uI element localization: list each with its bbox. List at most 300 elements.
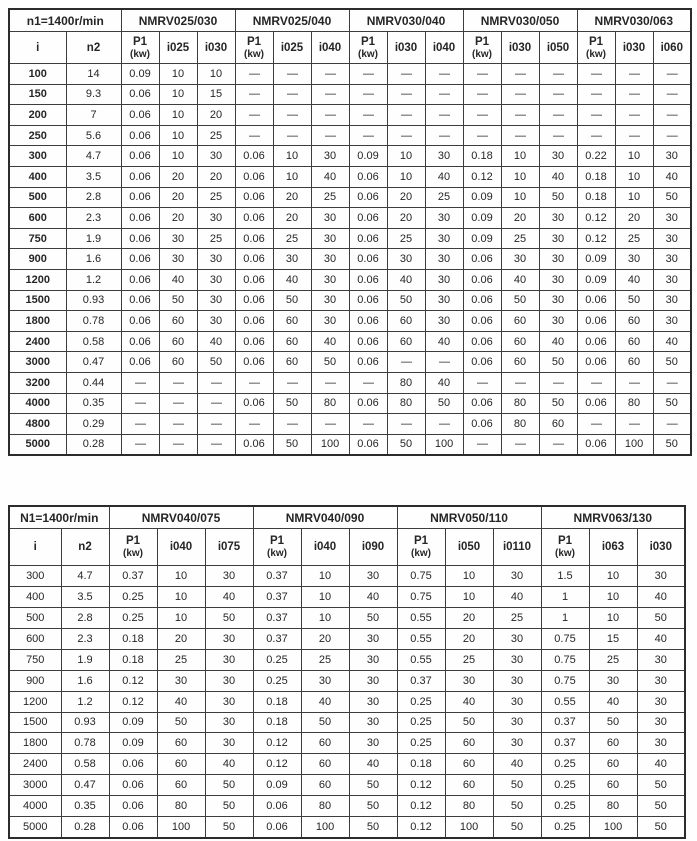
ratio-value-cell: 25: [301, 649, 349, 670]
ratio-column-header: i030: [197, 32, 235, 64]
ratio-value-cell: 30: [493, 712, 541, 733]
ratio-value-cell: 20: [615, 208, 653, 229]
p1-unit-label: (kw): [123, 548, 144, 560]
p1-unit-label: (kw): [244, 48, 265, 60]
p1-value-cell: 0.06: [235, 146, 273, 167]
ratio-value-cell: 50: [205, 816, 253, 837]
n2-value-cell: 1.6: [66, 249, 121, 270]
p1-label: P1: [413, 535, 429, 548]
p1-unit-label: (kw): [130, 48, 151, 60]
n2-value-cell: 0.78: [66, 311, 121, 332]
ratio-value-cell: 30: [653, 228, 691, 249]
ratio-value-cell: 10: [589, 587, 637, 608]
p1-value-cell: 0.06: [463, 269, 501, 290]
n2-value-cell: 0.93: [61, 712, 109, 733]
ratio-value-cell: 50: [425, 393, 463, 414]
empty-cell: —: [387, 352, 425, 373]
empty-cell: —: [653, 125, 691, 146]
p1-value-cell: 0.22: [577, 146, 615, 167]
n2-value-cell: 2.3: [66, 208, 121, 229]
n2-value-cell: 4.7: [61, 566, 109, 587]
empty-cell: —: [349, 125, 387, 146]
n2-value-cell: 1.6: [61, 670, 109, 691]
p1-value-cell: 0.06: [349, 290, 387, 311]
p1-label: P1: [246, 35, 262, 48]
p1-value-cell: 0.06: [121, 146, 159, 167]
ratio-column-header: i030: [615, 32, 653, 64]
p1-value-cell: 0.12: [253, 754, 301, 775]
ratio-value-cell: 50: [539, 393, 577, 414]
ratio-value-cell: 30: [301, 670, 349, 691]
empty-cell: —: [425, 352, 463, 373]
ratio-value-cell: 30: [273, 249, 311, 270]
p1-column-header: [121, 32, 159, 64]
ratio-value-cell: 30: [493, 566, 541, 587]
ratio-value-cell: 40: [589, 691, 637, 712]
empty-cell: —: [197, 372, 235, 393]
ratio-value-cell: 10: [159, 64, 197, 85]
i-value-cell: 200: [9, 105, 66, 126]
ratio-value-cell: 40: [425, 331, 463, 352]
p1-value-cell: 0.55: [397, 608, 445, 629]
ratio-value-cell: 40: [445, 691, 493, 712]
ratio-value-cell: 30: [349, 712, 397, 733]
ratio-value-cell: 100: [445, 816, 493, 837]
p1-value-cell: 0.06: [349, 434, 387, 455]
ratio-value-cell: 60: [387, 311, 425, 332]
ratio-value-cell: 25: [615, 228, 653, 249]
p1-value-cell: 0.37: [397, 670, 445, 691]
empty-cell: —: [311, 414, 349, 435]
ratio-value-cell: 60: [615, 311, 653, 332]
ratio-value-cell: 50: [493, 816, 541, 837]
ratio-value-cell: 50: [301, 712, 349, 733]
table-row: [9, 208, 691, 229]
p1-value-cell: 0.25: [541, 775, 589, 796]
ratio-value-cell: 100: [311, 434, 349, 455]
table-row: [9, 649, 685, 670]
ratio-value-cell: 80: [387, 393, 425, 414]
ratio-value-cell: 60: [159, 352, 197, 373]
empty-cell: —: [273, 414, 311, 435]
empty-cell: —: [235, 84, 273, 105]
ratio-value-cell: 50: [493, 796, 541, 817]
ratio-value-cell: 25: [197, 228, 235, 249]
ratio-value-cell: 20: [445, 628, 493, 649]
p1-value-cell: 0.37: [253, 628, 301, 649]
ratio-value-cell: 30: [349, 691, 397, 712]
ratio-value-cell: 25: [589, 649, 637, 670]
ratio-value-cell: 20: [159, 208, 197, 229]
empty-cell: —: [653, 372, 691, 393]
empty-cell: —: [615, 125, 653, 146]
ratio-value-cell: 25: [387, 228, 425, 249]
ratio-value-cell: 25: [425, 187, 463, 208]
empty-cell: —: [311, 64, 349, 85]
p1-value-cell: 0.06: [235, 352, 273, 373]
ratio-value-cell: 60: [159, 311, 197, 332]
model-group-header: NMRV063/130: [541, 506, 685, 529]
empty-cell: —: [463, 84, 501, 105]
ratio-value-cell: 30: [205, 733, 253, 754]
i-value-cell: 900: [9, 670, 61, 691]
p1-value-cell: 0.09: [121, 64, 159, 85]
ratio-value-cell: 50: [445, 712, 493, 733]
ratio-value-cell: 30: [637, 566, 685, 587]
table-row: [9, 754, 685, 775]
ratio-value-cell: 30: [311, 269, 349, 290]
empty-cell: —: [159, 393, 197, 414]
p1-value-cell: 0.06: [121, 187, 159, 208]
p1-label: P1: [269, 535, 285, 548]
empty-cell: —: [349, 64, 387, 85]
empty-cell: —: [463, 105, 501, 126]
ratio-value-cell: 30: [311, 146, 349, 167]
ratio-value-cell: 80: [311, 393, 349, 414]
ratio-value-cell: 20: [159, 166, 197, 187]
p1-label: P1: [360, 35, 376, 48]
table-row: [9, 290, 691, 311]
p1-value-cell: 1.5: [541, 566, 589, 587]
p1-value-cell: 0.06: [463, 331, 501, 352]
p1-value-cell: 0.06: [121, 125, 159, 146]
ratio-value-cell: 80: [501, 414, 539, 435]
n2-value-cell: 0.93: [66, 290, 121, 311]
ratio-value-cell: 10: [197, 64, 235, 85]
p1-value-cell: 0.18: [253, 691, 301, 712]
i-value-cell: 3000: [9, 775, 61, 796]
n2-value-cell: 0.58: [61, 754, 109, 775]
p1-value-cell: 0.06: [349, 187, 387, 208]
p1-value-cell: 0.09: [253, 775, 301, 796]
ratio-value-cell: 30: [445, 670, 493, 691]
table-row: [9, 691, 685, 712]
p1-column-header: [577, 32, 615, 64]
ratio-value-cell: 20: [273, 187, 311, 208]
ratio-value-cell: 30: [197, 311, 235, 332]
empty-cell: —: [121, 434, 159, 455]
p1-value-cell: 0.75: [541, 670, 589, 691]
empty-cell: —: [311, 125, 349, 146]
ratio-value-cell: 30: [205, 691, 253, 712]
n2-value-cell: 3.5: [66, 166, 121, 187]
ratio-value-cell: 10: [589, 566, 637, 587]
empty-cell: —: [577, 414, 615, 435]
ratio-value-cell: 15: [197, 84, 235, 105]
table-row: [9, 166, 691, 187]
ratio-value-cell: 30: [653, 290, 691, 311]
n2-value-cell: 0.28: [61, 816, 109, 837]
p1-value-cell: 0.06: [121, 249, 159, 270]
ratio-value-cell: 30: [197, 208, 235, 229]
i-column-header: i: [9, 529, 61, 566]
empty-cell: —: [577, 125, 615, 146]
ratio-value-cell: 60: [615, 352, 653, 373]
p1-value-cell: 0.06: [109, 816, 157, 837]
i-value-cell: 250: [9, 125, 66, 146]
ratio-value-cell: 30: [349, 628, 397, 649]
table-row: [9, 670, 685, 691]
i-value-cell: 150: [9, 84, 66, 105]
ratio-column-header: i030: [387, 32, 425, 64]
p1-unit-label: (kw): [267, 548, 288, 560]
p1-value-cell: 0.09: [463, 228, 501, 249]
ratio-column-header: i090: [349, 529, 397, 566]
i-value-cell: 750: [9, 649, 61, 670]
empty-cell: —: [349, 414, 387, 435]
p1-value-cell: 0.06: [463, 249, 501, 270]
ratio-value-cell: 80: [157, 796, 205, 817]
ratio-value-cell: 10: [445, 566, 493, 587]
ratio-value-cell: 40: [205, 587, 253, 608]
ratio-value-cell: 10: [589, 608, 637, 629]
ratio-value-cell: 20: [501, 208, 539, 229]
ratio-value-cell: 40: [273, 269, 311, 290]
ratio-value-cell: 10: [159, 146, 197, 167]
ratio-value-cell: 30: [539, 311, 577, 332]
n2-value-cell: 0.47: [66, 352, 121, 373]
i-value-cell: 1200: [9, 691, 61, 712]
ratio-value-cell: 100: [615, 434, 653, 455]
ratio-value-cell: 30: [157, 670, 205, 691]
empty-cell: —: [425, 105, 463, 126]
empty-cell: —: [159, 372, 197, 393]
ratio-value-cell: 10: [159, 84, 197, 105]
ratio-value-cell: 30: [425, 146, 463, 167]
n2-value-cell: 1.9: [66, 228, 121, 249]
p1-value-cell: 0.06: [235, 228, 273, 249]
ratio-value-cell: 80: [387, 372, 425, 393]
p1-value-cell: 0.06: [349, 166, 387, 187]
ratio-value-cell: 30: [387, 249, 425, 270]
empty-cell: —: [653, 84, 691, 105]
ratio-value-cell: 10: [301, 566, 349, 587]
p1-value-cell: 0.06: [349, 208, 387, 229]
i-value-cell: 4000: [9, 796, 61, 817]
table-row: [9, 187, 691, 208]
ratio-value-cell: 60: [273, 352, 311, 373]
i-value-cell: 400: [9, 587, 61, 608]
p1-value-cell: 0.06: [349, 249, 387, 270]
ratio-value-cell: 30: [311, 228, 349, 249]
model-group-header: NMRV025/030: [121, 9, 235, 32]
ratio-value-cell: 60: [501, 331, 539, 352]
p1-column-header: [541, 529, 589, 566]
p1-value-cell: 0.06: [349, 393, 387, 414]
p1-value-cell: 0.06: [463, 290, 501, 311]
n2-value-cell: 1.9: [61, 649, 109, 670]
p1-value-cell: 0.37: [541, 712, 589, 733]
ratio-value-cell: 60: [273, 331, 311, 352]
p1-value-cell: 0.25: [253, 670, 301, 691]
p1-unit-label: (kw): [411, 548, 432, 560]
ratio-value-cell: 30: [637, 649, 685, 670]
ratio-value-cell: 30: [311, 290, 349, 311]
table-row: [9, 566, 685, 587]
empty-cell: —: [463, 125, 501, 146]
table-row: [9, 414, 691, 435]
empty-cell: —: [311, 84, 349, 105]
i-value-cell: 5000: [9, 816, 61, 837]
empty-cell: —: [273, 64, 311, 85]
p1-value-cell: 0.18: [253, 712, 301, 733]
ratio-value-cell: 50: [539, 187, 577, 208]
p1-value-cell: 0.06: [235, 393, 273, 414]
empty-cell: —: [463, 64, 501, 85]
ratio-value-cell: 40: [311, 331, 349, 352]
ratio-value-cell: 10: [615, 187, 653, 208]
p1-value-cell: 1: [541, 587, 589, 608]
ratio-value-cell: 30: [205, 670, 253, 691]
ratio-value-cell: 60: [445, 754, 493, 775]
p1-value-cell: 0.09: [463, 187, 501, 208]
p1-value-cell: 0.12: [577, 228, 615, 249]
p1-value-cell: 0.06: [235, 208, 273, 229]
ratio-value-cell: 50: [637, 775, 685, 796]
p1-value-cell: 0.06: [577, 434, 615, 455]
ratio-value-cell: 30: [197, 269, 235, 290]
ratio-value-cell: 30: [539, 249, 577, 270]
ratio-value-cell: 50: [615, 290, 653, 311]
p1-value-cell: 0.75: [397, 566, 445, 587]
empty-cell: —: [501, 64, 539, 85]
i-value-cell: 1500: [9, 712, 61, 733]
i-value-cell: 3200: [9, 372, 66, 393]
empty-cell: —: [425, 414, 463, 435]
table-row: [9, 712, 685, 733]
p1-unit-label: (kw): [358, 48, 379, 60]
p1-value-cell: 0.06: [577, 311, 615, 332]
p1-value-cell: 0.06: [121, 269, 159, 290]
ratio-value-cell: 60: [589, 754, 637, 775]
ratio-value-cell: 40: [349, 587, 397, 608]
ratio-column-header: i025: [273, 32, 311, 64]
p1-value-cell: 0.55: [397, 649, 445, 670]
ratio-value-cell: 60: [501, 311, 539, 332]
i-value-cell: 750: [9, 228, 66, 249]
ratio-value-cell: 30: [493, 691, 541, 712]
table-row: [9, 64, 691, 85]
n2-value-cell: 0.58: [66, 331, 121, 352]
ratio-value-cell: 20: [197, 105, 235, 126]
table-row: [9, 816, 685, 837]
ratio-value-cell: 10: [501, 146, 539, 167]
ratio-value-cell: 60: [539, 414, 577, 435]
ratio-value-cell: 30: [637, 712, 685, 733]
empty-cell: —: [311, 105, 349, 126]
p1-value-cell: 0.06: [349, 311, 387, 332]
p1-value-cell: 0.12: [463, 166, 501, 187]
p1-column-header: [253, 529, 301, 566]
ratio-value-cell: 10: [157, 608, 205, 629]
i-value-cell: 1200: [9, 269, 66, 290]
p1-value-cell: 0.06: [121, 105, 159, 126]
model-group-header: NMRV025/040: [235, 9, 349, 32]
ratio-value-cell: 10: [157, 566, 205, 587]
ratio-value-cell: 30: [539, 146, 577, 167]
n2-column-header: n2: [66, 32, 121, 64]
input-speed-label: n1=1400r/min: [9, 9, 121, 32]
empty-cell: —: [387, 414, 425, 435]
ratio-value-cell: 30: [349, 670, 397, 691]
ratio-value-cell: 40: [425, 166, 463, 187]
p1-value-cell: 0.37: [253, 566, 301, 587]
ratio-value-cell: 60: [301, 754, 349, 775]
empty-cell: —: [539, 125, 577, 146]
ratio-value-cell: 30: [349, 649, 397, 670]
ratio-value-cell: 30: [637, 691, 685, 712]
empty-cell: —: [235, 105, 273, 126]
p1-column-header: [397, 529, 445, 566]
p1-value-cell: 0.12: [397, 816, 445, 837]
empty-cell: —: [615, 64, 653, 85]
ratio-value-cell: 10: [159, 125, 197, 146]
ratio-value-cell: 30: [349, 566, 397, 587]
ratio-value-cell: 60: [157, 733, 205, 754]
p1-column-header: [349, 32, 387, 64]
ratio-value-cell: 50: [539, 352, 577, 373]
ratio-column-header: i040: [425, 32, 463, 64]
ratio-value-cell: 40: [637, 587, 685, 608]
ratio-column-header: i030: [501, 32, 539, 64]
empty-cell: —: [197, 393, 235, 414]
p1-value-cell: 0.12: [109, 691, 157, 712]
ratio-value-cell: 20: [445, 608, 493, 629]
p1-value-cell: 0.18: [397, 754, 445, 775]
ratio-column-header: i050: [539, 32, 577, 64]
ratio-value-cell: 60: [387, 331, 425, 352]
table-row: [9, 628, 685, 649]
ratio-value-cell: 40: [301, 691, 349, 712]
ratio-value-cell: 60: [589, 775, 637, 796]
p1-label: P1: [125, 535, 141, 548]
empty-cell: —: [501, 125, 539, 146]
ratio-value-cell: 10: [273, 166, 311, 187]
i-value-cell: 100: [9, 64, 66, 85]
ratio-value-cell: 50: [311, 352, 349, 373]
empty-cell: —: [311, 372, 349, 393]
ratio-value-cell: 30: [493, 649, 541, 670]
empty-cell: —: [387, 84, 425, 105]
p1-label: P1: [474, 35, 490, 48]
empty-cell: —: [653, 414, 691, 435]
p1-value-cell: 0.25: [109, 608, 157, 629]
ratio-value-cell: 30: [197, 290, 235, 311]
table-row: [9, 249, 691, 270]
ratio-value-cell: 50: [501, 290, 539, 311]
p1-label: P1: [557, 535, 573, 548]
ratio-value-cell: 60: [159, 331, 197, 352]
ratio-value-cell: 60: [301, 775, 349, 796]
reducer-ratio-table-nmrv025-030: [8, 8, 692, 456]
ratio-value-cell: 30: [425, 311, 463, 332]
p1-value-cell: 0.06: [235, 249, 273, 270]
empty-cell: —: [197, 414, 235, 435]
empty-cell: —: [577, 372, 615, 393]
empty-cell: —: [501, 434, 539, 455]
ratio-value-cell: 30: [653, 311, 691, 332]
p1-value-cell: 0.25: [397, 733, 445, 754]
n2-value-cell: 0.78: [61, 733, 109, 754]
n2-value-cell: 0.35: [61, 796, 109, 817]
ratio-value-cell: 30: [349, 733, 397, 754]
p1-value-cell: 0.06: [109, 775, 157, 796]
p1-value-cell: 0.06: [121, 352, 159, 373]
i-value-cell: 900: [9, 249, 66, 270]
p1-value-cell: 0.06: [235, 434, 273, 455]
p1-value-cell: 0.06: [121, 84, 159, 105]
model-group-header: NMRV040/090: [253, 506, 397, 529]
